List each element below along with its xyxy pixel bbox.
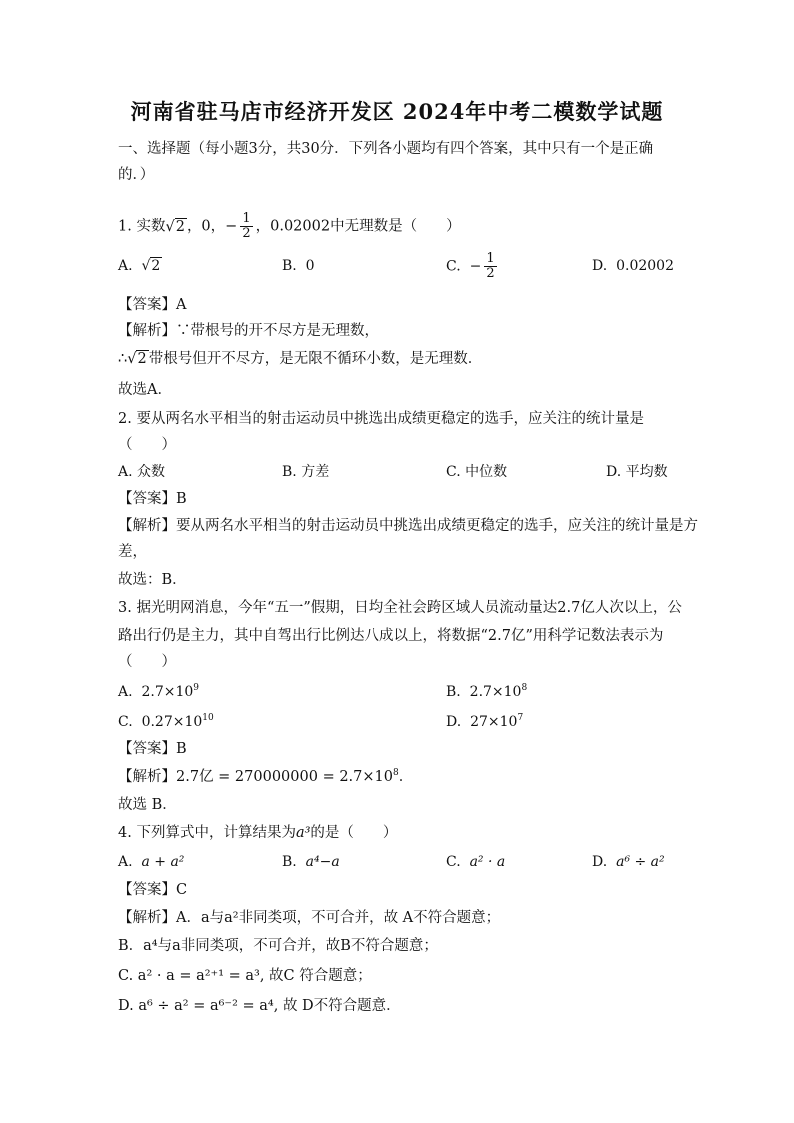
sqrt-symbol: √2 <box>165 218 185 235</box>
q4-analysis-3: C. a² · a = a²⁺¹ = a³, 故C 符合题意； <box>118 968 372 984</box>
q1-frac-sign: − <box>225 218 238 235</box>
q2-answer: 【答案】B <box>118 491 187 507</box>
q2-option-c: C. 中位数 <box>446 464 508 480</box>
page-title: 河南省驻马店市经济开发区 2024年中考二模数学试题 <box>130 99 664 124</box>
q3-option-d: D. $27\times 10^7$ <box>446 713 524 730</box>
q4-option-a: A. a + a² <box>118 854 185 870</box>
q3-paren: （ ） <box>118 654 176 670</box>
q4-analysis-2: B．a⁴与a非同类项，不可合并，故B不符合题意； <box>118 938 438 954</box>
q1-analysis-1: 【解析】∵带根号的开不尽方是无理数， <box>118 323 379 339</box>
q2-option-d: D. 平均数 <box>606 464 668 480</box>
q3-option-b: B. $2.7\times 10^8$ <box>446 683 528 700</box>
q2-analysis-1: 【解析】要从两名水平相当的射击运动员中挑选出成绩更稳定的选手，应关注的统计量是方 <box>118 518 698 534</box>
question-1-stem <box>118 212 461 241</box>
q4-analysis-1: 【解析】A．a与a²非同类项，不可合并，故 A不符合题意； <box>118 910 501 926</box>
q1-option-b: B. 0 <box>282 258 315 274</box>
q1-option-a: A. √2 <box>118 258 161 274</box>
question-3-stem-2: 路出行仍是主力，其中自驾出行比例达八成以上，将数据“2.7亿”用科学记数法表示为 <box>118 628 664 644</box>
q1-prefix: 1. 实数 <box>118 218 166 235</box>
q3-option-c: C. $0.27\times 10^{10}$ <box>118 713 214 730</box>
question-2-stem: 2. 要从两名水平相当的射击运动员中挑选出成绩更稳定的选手，应关注的统计量是 <box>118 411 644 427</box>
q3-analysis: 【解析】2.7亿 = $270000000 = 2.7\times 10^8$． <box>118 768 414 785</box>
q2-paren: （ ） <box>118 437 176 453</box>
q1-separator-2: ， <box>255 218 271 235</box>
q4-option-c: C. a² · a <box>446 854 506 870</box>
q1-conclusion: 故选A． <box>118 382 172 398</box>
q2-option-a: A. 众数 <box>118 464 166 480</box>
q1-option-c: C. − $\frac{1}{2}$ <box>446 251 495 281</box>
q2-analysis-2: 差， <box>118 544 147 560</box>
q1-separator: ，0， <box>186 218 226 235</box>
section-heading-cont: 的．） <box>118 167 155 183</box>
q1-number: 0.02002 <box>270 218 331 235</box>
q1-answer: 【答案】A <box>118 297 187 313</box>
question-4-stem: 4. 下列算式中，计算结果为a³的是（ ） <box>118 825 398 841</box>
q4-answer: 【答案】C <box>118 882 188 898</box>
q1-fraction: $\frac{1}{2}$ <box>242 211 251 241</box>
q1-analysis-2: ∴√2 带根号但开不尽方，是无限不循环小数，是无理数． <box>118 351 483 367</box>
section-heading: 一、选择题（每小题3分，共30分．下列各小题均有四个答案，其中只有一个是正确 <box>118 141 654 157</box>
q4-option-b: B. a⁴−a <box>282 854 340 870</box>
question-3-stem-1: 3. 据光明网消息，今年“五一”假期，日均全社会跨区域人员流动量达2.7亿人次以上，公 <box>118 600 682 616</box>
q1-suffix: 中无理数是（ ） <box>330 218 461 235</box>
q2-conclusion: 故选：B． <box>118 572 187 588</box>
q4-analysis-4: D. a⁶ ÷ a² = a⁶⁻² = a⁴, 故 D不符合题意． <box>118 998 401 1014</box>
q2-option-b: B. 方差 <box>282 464 330 480</box>
q3-conclusion: 故选 B． <box>118 797 177 813</box>
q3-answer: 【答案】B <box>118 741 187 757</box>
q4-option-d: D. a⁶ ÷ a² <box>592 854 665 870</box>
q3-option-a: A. $2.7\times 10^9$ <box>118 683 200 700</box>
q1-option-d: D. 0.02002 <box>592 258 674 274</box>
